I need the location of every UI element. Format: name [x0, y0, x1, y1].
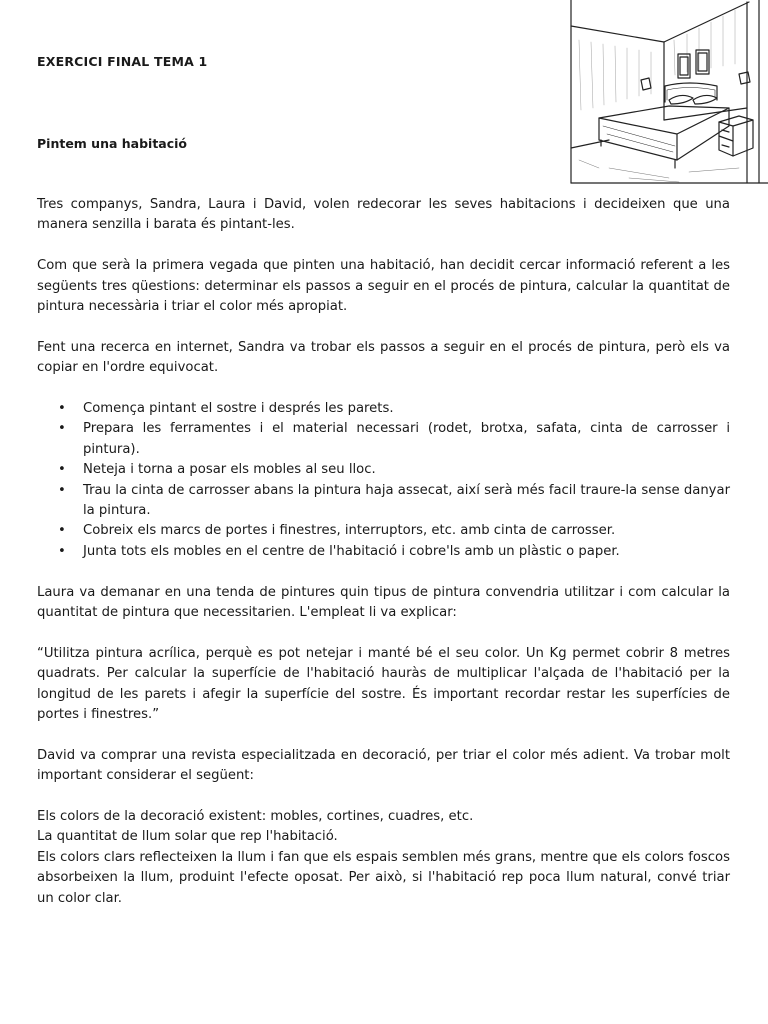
list-item: • Cobreix els marcs de portes i finestres, interruptors, etc. amb cinta de carrosser. — [83, 521, 730, 541]
document-body — [37, 195, 730, 909]
list-item: • Junta tots els mobles en el centre de l'habitació i cobre'ls amb un plàstic o paper. — [83, 542, 730, 562]
consideration-line: Els colors de la decoració existent: mobles, cortines, cuadres, etc. — [37, 809, 474, 825]
consideration-line: La quantitat de llum solar que rep l'habitació. — [37, 829, 338, 845]
list-item: • Prepara les ferramentes i el material necessari (rodet, brotxa, safata, cinta de carrosser i pintura). — [83, 419, 730, 460]
intro-paragraph: Tres companys, Sandra, Laura i David, volen redecorar les seves habitacions i decideixen que una manera senzilla i barata és pintant-les. — [37, 197, 730, 233]
document-title: EXERCICI FINAL TEMA 1 — [37, 54, 208, 69]
questions-paragraph: Com que serà la primera vegada que pinten una habitació, han decidit cercar informació referent a les següents tres qüestions: determinar els passos a seguir en el procés de pintura, calcular la quantitat de pintura necessària i triar el color més apropiat. — [37, 258, 730, 315]
employee-quote-paragraph: “Utilitza pintura acrílica, perquè es pot netejar i manté bé el seu color. Un Kg permet cobrir 8 metres quadrats. Per calcular la superfície de l'habitació hauràs de multiplicar l'alçada de l'habitació per la longitud de les parets i afegir la superfície del sostre. És important recordar restar les superfícies de portes i finestres.” — [37, 645, 730, 723]
list-item: • Trau la cinta de carrosser abans la pintura haja assecat, així serà més facil traure-la sense danyar la pintura. — [83, 481, 730, 522]
paint-shop-paragraph: Laura va demanar en una tenda de pintures quin tipus de pintura convendria utilitzar i com calcular la quantitat de pintura que necessitarien. L'empleat li va explicar: — [37, 584, 730, 621]
document-subtitle: Pintem una habitació — [37, 136, 188, 151]
list-item: • Comença pintant el sostre i després les parets. — [83, 399, 730, 419]
bedroom-sketch-icon — [569, 0, 768, 186]
steps-list — [37, 399, 730, 562]
list-item: • Neteja i torna a posar els mobles al seu lloc. — [83, 460, 730, 480]
magazine-paragraph: David va comprar una revista especialitzada en decoració, per triar el color més adient. Va trobar molt important considerar el següent: — [37, 747, 730, 784]
search-paragraph: Fent una recerca en internet, Sandra va trobar els passos a seguir en el procés de pintura, però els va copiar en l'ordre equivocat. — [37, 339, 730, 376]
consideration-line: Els colors clars reflecteixen la llum i fan que els espais semblen més grans, mentre que els colors foscos absorbeixen la llum, produint l'efecte oposat. Per això, si l'habitació rep poca llum natural, convé triar un color clar. — [37, 849, 730, 906]
